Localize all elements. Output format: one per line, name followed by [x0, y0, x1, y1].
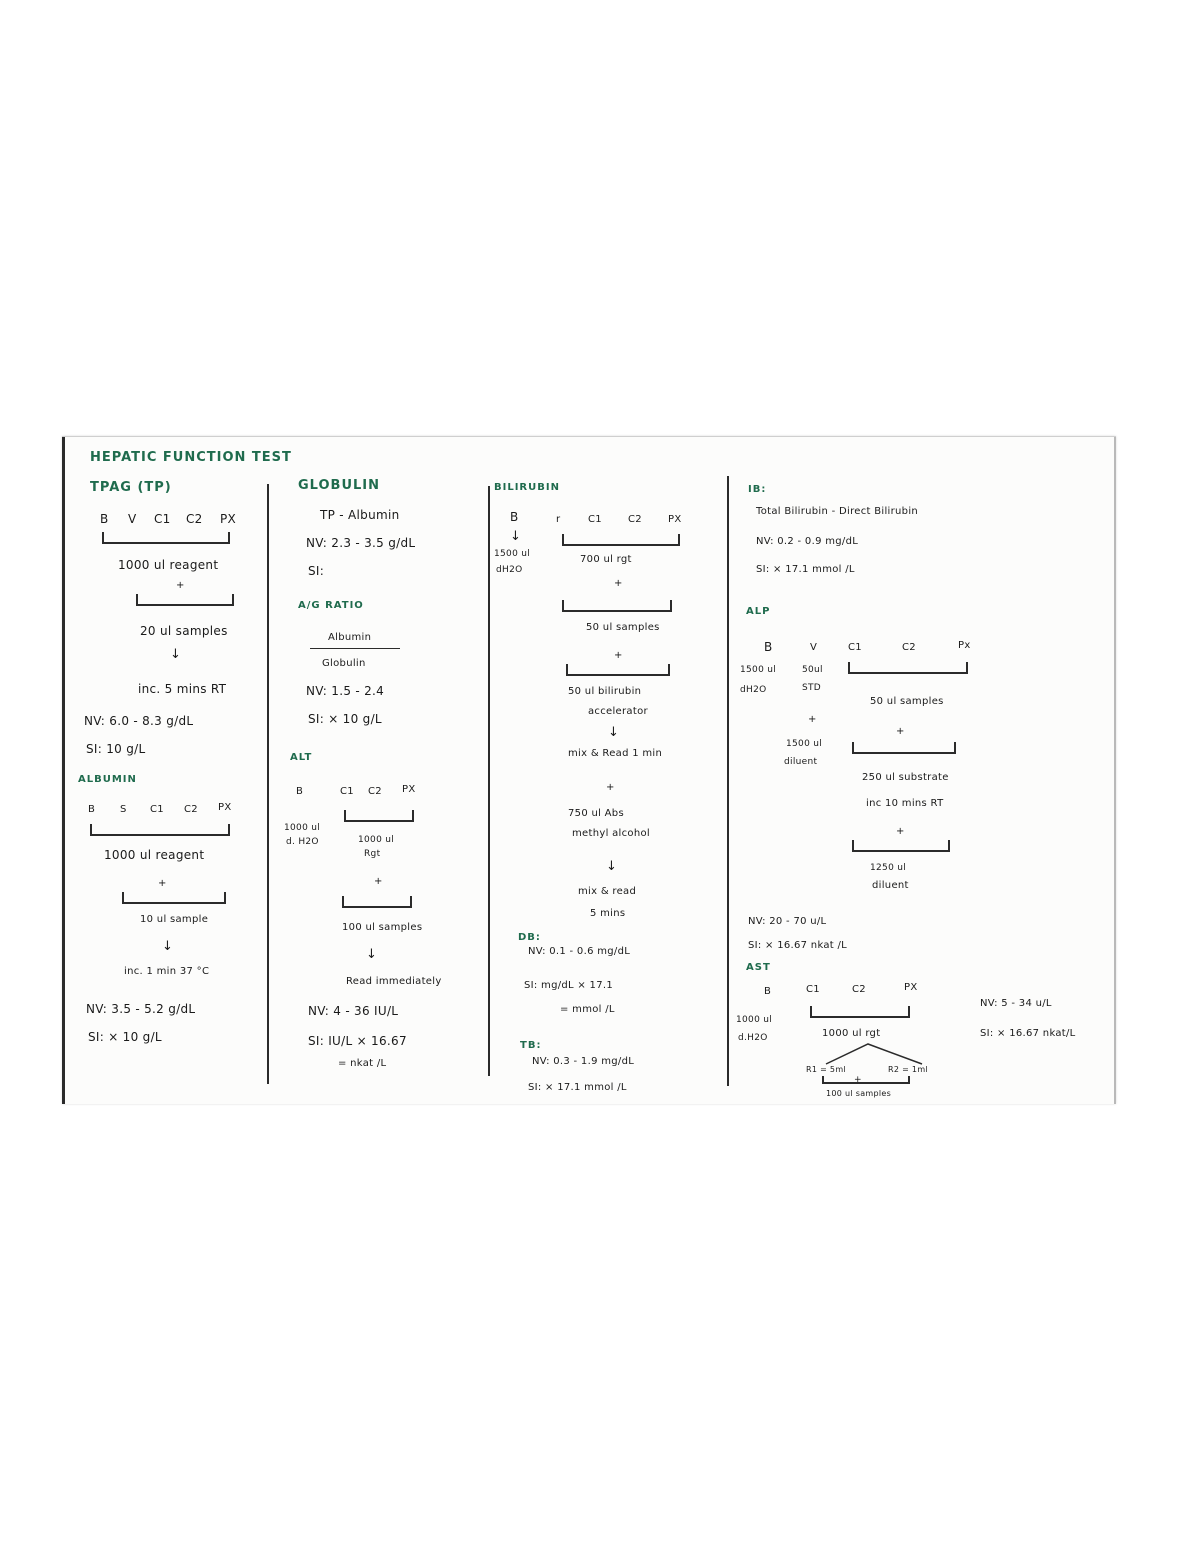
- tpag-tube-c2: C2: [186, 512, 203, 526]
- albumin-sample: 10 ul sample: [140, 914, 209, 925]
- bili-bracket-1: [562, 534, 680, 546]
- tpag-tube-b: B: [100, 512, 109, 526]
- alp-diluent-2b: diluent: [872, 880, 909, 891]
- albumin-reagent: 1000 ul reagent: [104, 848, 205, 862]
- ast-plus: +: [854, 1075, 862, 1085]
- bilirubin-heading: BILIRUBIN: [494, 482, 560, 493]
- tpag-plus: +: [176, 580, 185, 591]
- tpag-nv: NV: 6.0 - 8.3 g/dL: [84, 714, 194, 728]
- alt-heading: ALT: [290, 752, 313, 763]
- alp-diluent-2a: 1250 ul: [870, 863, 907, 873]
- ib-nv: NV: 0.2 - 0.9 mg/dL: [756, 536, 859, 547]
- albumin-inc: inc. 1 min 37 °C: [124, 966, 210, 977]
- bili-alcohol-1: 750 ul Abs: [568, 808, 624, 819]
- alp-tube-c2: C2: [902, 642, 916, 653]
- ib-heading: IB:: [748, 484, 767, 495]
- albumin-si: SI: × 10 g/L: [88, 1030, 162, 1044]
- ast-nv: NV: 5 - 34 u/L: [980, 998, 1052, 1009]
- alt-rgt-1: 1000 ul: [358, 835, 395, 845]
- tpag-tube-px: PX: [220, 512, 237, 526]
- alt-read: Read immediately: [346, 976, 442, 987]
- globulin-nv: NV: 2.3 - 3.5 g/dL: [306, 536, 416, 550]
- alt-bracket-1: [344, 810, 414, 822]
- bili-b-note-1: 1500 ul: [494, 549, 531, 559]
- tb-si: SI: × 17.1 mmol /L: [528, 1082, 627, 1093]
- tb-heading: TB:: [520, 1040, 542, 1051]
- albumin-bracket-2: [122, 892, 226, 904]
- alt-si-2: = nkat /L: [338, 1058, 387, 1069]
- alp-bracket-2: [852, 742, 956, 754]
- ast-rgt: 1000 ul rgt: [822, 1028, 881, 1039]
- alt-arrow: ↓: [366, 947, 377, 962]
- alt-nv: NV: 4 - 36 IU/L: [308, 1004, 399, 1018]
- alp-bracket-3: [852, 840, 950, 852]
- bili-bracket-3: [566, 664, 670, 676]
- bili-alcohol-2: methyl alcohol: [572, 828, 650, 839]
- tpag-tube-v: V: [128, 512, 137, 526]
- alp-plus-1: +: [808, 714, 817, 725]
- tpag-samples: 20 ul samples: [140, 624, 228, 638]
- alp-diluent-1a: 1500 ul: [786, 739, 823, 749]
- ast-si: SI: × 16.67 nkat/L: [980, 1028, 1076, 1039]
- ast-split-lines: [818, 1042, 948, 1066]
- albumin-bracket-1: [90, 824, 230, 836]
- bili-b-note-2: dH2O: [496, 565, 523, 575]
- alt-plus: +: [374, 876, 383, 887]
- bili-plus-2: +: [614, 650, 623, 661]
- notes-sheet: [62, 436, 1116, 1104]
- globulin-si: SI:: [308, 564, 325, 578]
- ast-r2: R2 = 1ml: [888, 1065, 928, 1074]
- bili-tube-px: PX: [668, 514, 682, 525]
- ag-ratio-heading: A/G RATIO: [298, 600, 364, 611]
- bili-plus-3: +: [606, 782, 615, 793]
- tpag-inc: inc. 5 mins RT: [138, 682, 227, 696]
- bili-plus-1: +: [614, 578, 623, 589]
- ag-nv: NV: 1.5 - 2.4: [306, 684, 385, 698]
- column-divider-3: [727, 476, 729, 1086]
- tpag-arrow: ↓: [170, 647, 181, 662]
- alt-rgt-2: Rgt: [364, 849, 381, 859]
- ast-r1: R1 = 5ml: [806, 1065, 846, 1074]
- alt-bracket-2: [342, 896, 412, 908]
- ast-split-caret: [826, 1044, 922, 1064]
- bili-tube-c2: C2: [628, 514, 642, 525]
- ib-formula: Total Bilirubin - Direct Bilirubin: [756, 506, 919, 517]
- alp-si: SI: × 16.67 nkat /L: [748, 940, 848, 951]
- ib-si: SI: × 17.1 mmol /L: [756, 564, 855, 575]
- tpag-bracket-1: [102, 532, 230, 544]
- alt-tube-c2: C2: [368, 786, 382, 797]
- albumin-plus: +: [158, 878, 167, 889]
- db-si-1: SI: mg/dL × 17.1: [524, 980, 614, 991]
- bili-tube-b: B: [510, 510, 519, 524]
- tpag-heading: TPAG (TP): [90, 480, 172, 495]
- ag-fraction-line: [310, 648, 400, 649]
- ag-numerator: Albumin: [328, 632, 372, 643]
- alt-b-note-2: d. H2O: [286, 837, 319, 847]
- alp-samples: 50 ul samples: [870, 696, 944, 707]
- bili-arrow-3: ↓: [606, 859, 617, 874]
- db-nv: NV: 0.1 - 0.6 mg/dL: [528, 946, 631, 957]
- bili-mix-2b: 5 mins: [590, 908, 626, 919]
- alp-tube-b: B: [764, 640, 773, 654]
- ag-denominator: Globulin: [322, 658, 366, 669]
- alp-tube-c1: C1: [848, 642, 862, 653]
- albumin-nv: NV: 3.5 - 5.2 g/dL: [86, 1002, 196, 1016]
- alp-v-note-2: STD: [802, 683, 822, 693]
- albumin-heading: ALBUMIN: [78, 774, 137, 785]
- alp-tube-px: Px: [958, 640, 971, 651]
- albumin-tube-s: S: [120, 804, 127, 815]
- tpag-reagent: 1000 ul reagent: [118, 558, 219, 572]
- ast-bracket-1: [810, 1006, 910, 1018]
- column-divider-2: [488, 486, 490, 1076]
- ast-tube-c2: C2: [852, 984, 866, 995]
- bili-bracket-2: [562, 600, 672, 612]
- ast-tube-c1: C1: [806, 984, 820, 995]
- albumin-tube-c2: C2: [184, 804, 198, 815]
- tb-nv: NV: 0.3 - 1.9 mg/dL: [532, 1056, 635, 1067]
- bili-tube-c1: C1: [588, 514, 602, 525]
- alp-b-note-1: 1500 ul: [740, 665, 777, 675]
- db-heading: DB:: [518, 932, 541, 943]
- sheet-left-edge: [62, 436, 65, 1104]
- alp-plus-3: +: [896, 826, 905, 837]
- alp-b-note-2: dH2O: [740, 685, 767, 695]
- ast-samples: 100 ul samples: [826, 1089, 892, 1098]
- alp-heading: ALP: [746, 606, 771, 617]
- alp-nv: NV: 20 - 70 u/L: [748, 916, 827, 927]
- bili-samples: 50 ul samples: [586, 622, 660, 633]
- ag-si: SI: × 10 g/L: [308, 712, 382, 726]
- bili-rgt: 700 ul rgt: [580, 554, 632, 565]
- bili-accelerator-1: 50 ul bilirubin: [568, 686, 642, 697]
- sheet-top-edge: [62, 436, 1116, 437]
- alp-tube-v: V: [810, 642, 818, 653]
- ast-tube-px: PX: [904, 982, 918, 993]
- bili-b-arrow: ↓: [510, 529, 521, 544]
- bili-arrow-2: ↓: [608, 725, 619, 740]
- tpag-tube-c1: C1: [154, 512, 171, 526]
- ast-heading: AST: [746, 962, 771, 973]
- alp-plus-2: +: [896, 726, 905, 737]
- bili-tube-r: r: [556, 514, 561, 525]
- bili-mix-2a: mix & read: [578, 886, 637, 897]
- alt-tube-b: B: [296, 786, 304, 797]
- page-title: HEPATIC FUNCTION TEST: [90, 450, 292, 465]
- alt-si-1: SI: IU/L × 16.67: [308, 1034, 407, 1048]
- albumin-tube-px: PX: [218, 802, 232, 813]
- ast-b-note-2: d.H2O: [738, 1033, 768, 1043]
- alp-v-note-1: 50ul: [802, 665, 823, 675]
- alp-substrate: 250 ul substrate: [862, 772, 949, 783]
- column-divider-1: [267, 484, 269, 1084]
- alt-b-note-1: 1000 ul: [284, 823, 321, 833]
- alp-inc: inc 10 mins RT: [866, 798, 944, 809]
- albumin-tube-c1: C1: [150, 804, 164, 815]
- db-si-2: = mmol /L: [560, 1004, 615, 1015]
- alp-bracket-1: [848, 662, 968, 674]
- ast-tube-b: B: [764, 986, 772, 997]
- sheet-right-edge: [1114, 436, 1116, 1104]
- alt-tube-c1: C1: [340, 786, 354, 797]
- alp-diluent-1b: diluent: [784, 757, 818, 767]
- bili-accelerator-2: accelerator: [588, 706, 648, 717]
- alt-tube-px: PX: [402, 784, 416, 795]
- tpag-bracket-2: [136, 594, 234, 606]
- alt-samples: 100 ul samples: [342, 922, 423, 933]
- albumin-arrow: ↓: [162, 939, 173, 954]
- albumin-tube-b: B: [88, 804, 96, 815]
- tpag-si: SI: 10 g/L: [86, 742, 146, 756]
- bili-mix-1: mix & Read 1 min: [568, 748, 663, 759]
- globulin-formula: TP - Albumin: [320, 508, 400, 522]
- globulin-heading: GLOBULIN: [298, 478, 381, 493]
- ast-b-note-1: 1000 ul: [736, 1015, 773, 1025]
- ast-bracket-2: [822, 1076, 910, 1084]
